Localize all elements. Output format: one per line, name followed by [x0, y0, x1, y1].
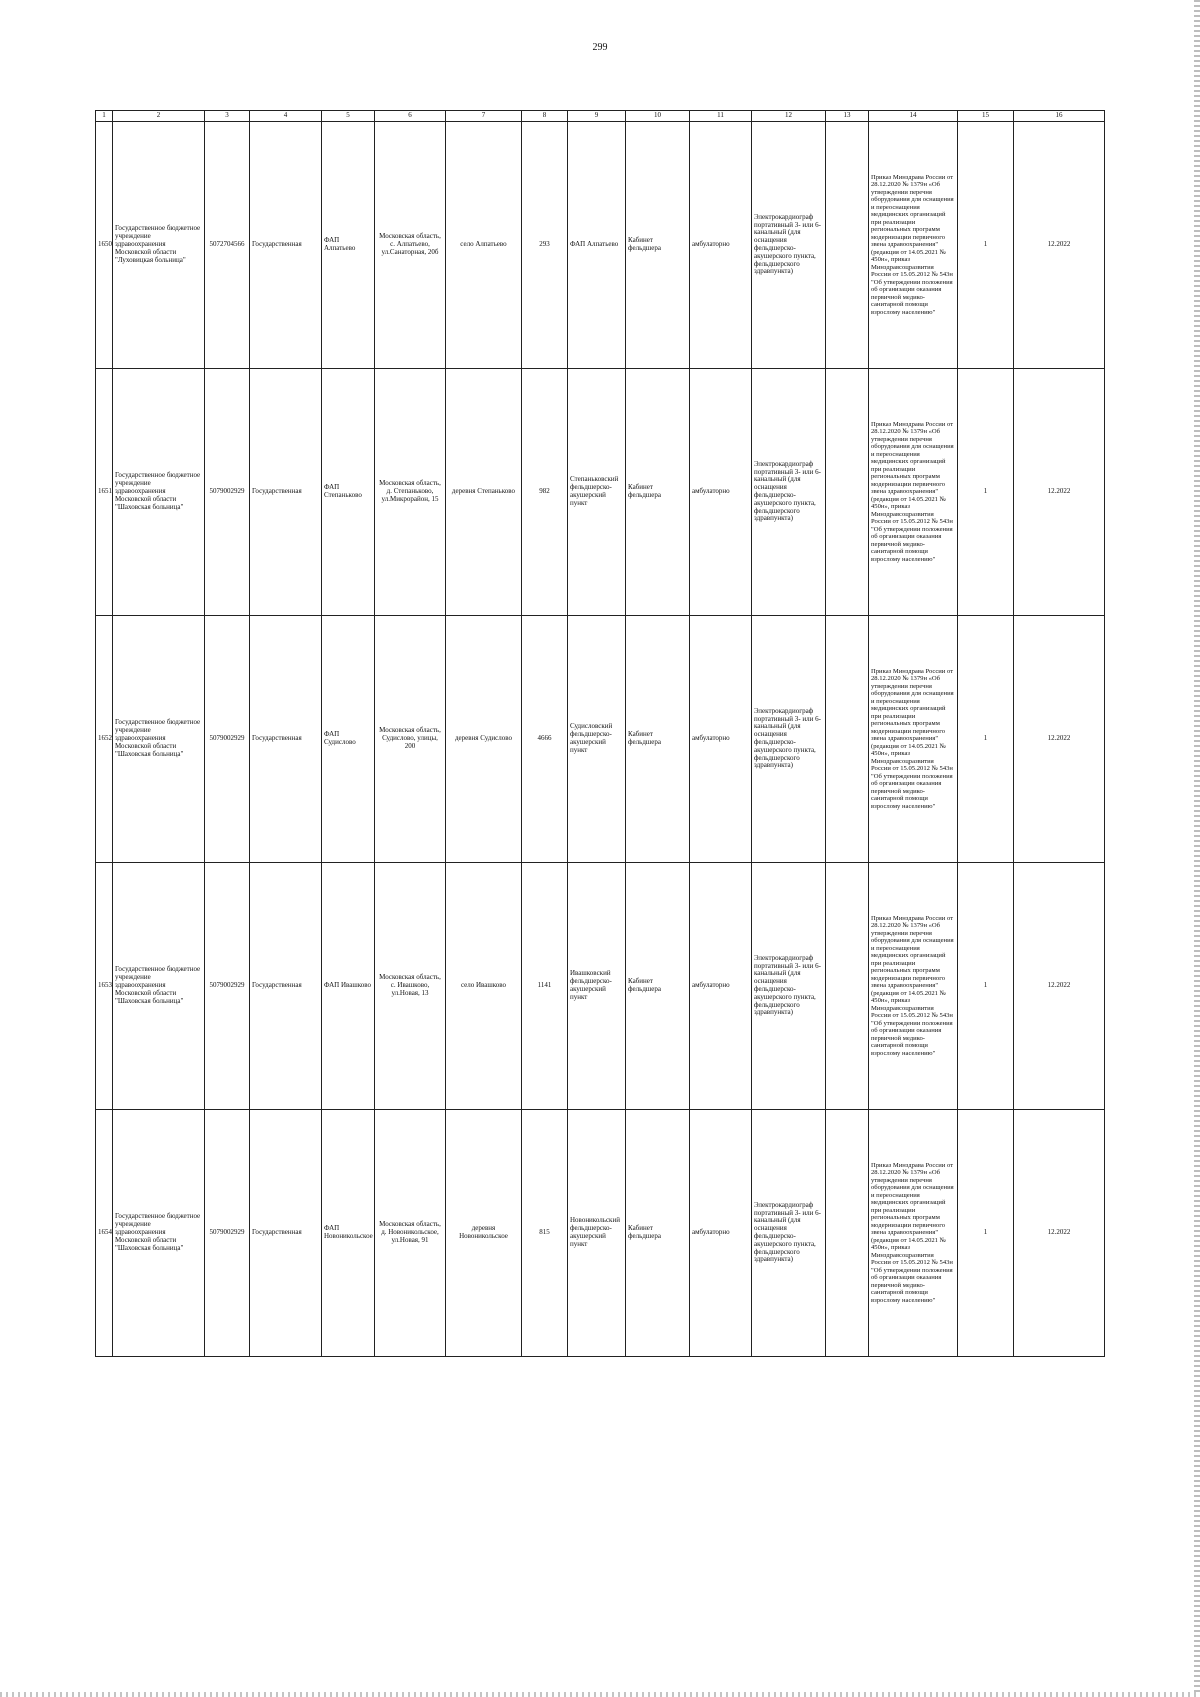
- due-date: 12.2022: [1014, 122, 1105, 369]
- population: 815: [522, 1110, 568, 1357]
- row-number: 1654: [96, 1110, 113, 1357]
- facility-name: ФАП Судислово: [322, 616, 375, 863]
- column-header: 8: [522, 111, 568, 122]
- column-header: 6: [375, 111, 446, 122]
- care-type: амбулаторно: [690, 863, 752, 1110]
- care-type: амбулаторно: [690, 616, 752, 863]
- unit-name: ФАП Алпатьево: [568, 122, 626, 369]
- inn: 5079002929: [205, 616, 250, 863]
- unit-name: Ивашковский фельдшерско-акушерский пункт: [568, 863, 626, 1110]
- equipment-name: Электрокардиограф портативный 3- или 6-канальный (для оснащения фельдшерско-акушерского пункта, фельдшерского здравпункта): [752, 1110, 826, 1357]
- column-header: 5: [322, 111, 375, 122]
- due-date: 12.2022: [1014, 369, 1105, 616]
- column-header: 13: [826, 111, 869, 122]
- quantity: 1: [958, 863, 1014, 1110]
- column-header: 2: [113, 111, 205, 122]
- population: 293: [522, 122, 568, 369]
- ownership-type: Государственная: [250, 863, 322, 1110]
- ownership-type: Государственная: [250, 616, 322, 863]
- column-header: 12: [752, 111, 826, 122]
- facility-name: ФАП Новоникольское: [322, 1110, 375, 1357]
- due-date: 12.2022: [1014, 863, 1105, 1110]
- table-row: [96, 1110, 1105, 1357]
- row-number: 1652: [96, 616, 113, 863]
- unit-name: Новоникольский фельдшерско-акушерский пункт: [568, 1110, 626, 1357]
- population: 982: [522, 369, 568, 616]
- row-number: 1650: [96, 122, 113, 369]
- address: Московская область, с. Ивашково, ул.Новая, 13: [375, 863, 446, 1110]
- ownership-type: Государственная: [250, 369, 322, 616]
- column-header: 1: [96, 111, 113, 122]
- equipment-name: Электрокардиограф портативный 3- или 6-канальный (для оснащения фельдшерско-акушерского пункта, фельдшерского здравпункта): [752, 616, 826, 863]
- room-name: Кабинет фельдшера: [626, 122, 690, 369]
- facility-name: ФАП Алпатьево: [322, 122, 375, 369]
- facility-name: ФАП Ивашково: [322, 863, 375, 1110]
- column-header: 7: [446, 111, 522, 122]
- unit-name: Степаньковский фельдшерско-акушерский пункт: [568, 369, 626, 616]
- equipment-name: Электрокардиограф портативный 3- или 6-канальный (для оснащения фельдшерско-акушерского пункта, фельдшерского здравпункта): [752, 369, 826, 616]
- table-row: [96, 122, 1105, 369]
- column-header: 3: [205, 111, 250, 122]
- institution-name: Государственное бюджетное учреждение здравоохранения Московской области "Шаховская больница": [113, 1110, 205, 1357]
- table-header-row: [96, 111, 1105, 122]
- settlement: деревня Новоникольское: [446, 1110, 522, 1357]
- inn: 5079002929: [205, 863, 250, 1110]
- institution-name: Государственное бюджетное учреждение здравоохранения Московской области "Шаховская больница": [113, 369, 205, 616]
- equipment-name: Электрокардиограф портативный 3- или 6-канальный (для оснащения фельдшерско-акушерского пункта, фельдшерского здравпункта): [752, 863, 826, 1110]
- care-type: амбулаторно: [690, 122, 752, 369]
- column-13-cell: [826, 616, 869, 863]
- address: Московская область, д. Степаньково, ул.Микрорайон, 15: [375, 369, 446, 616]
- regulation-reference: Приказ Минздрава России от 28.12.2020 № 1379н «Об утверждении перечня оборудования для оснащения и переоснащения медицинских организаций при реализации региональных программ модернизации первичного звена здравоохранения"(редакция от 14.05.2021 № 450н», приказ Минздравсоцразвития России от 15.05.2012 № 543н "Об утверждении положения об организации оказания первичной медико-санитарной помощи взрослому населению": [869, 616, 958, 863]
- table-row: [96, 863, 1105, 1110]
- column-header: 15: [958, 111, 1014, 122]
- ownership-type: Государственная: [250, 1110, 322, 1357]
- quantity: 1: [958, 616, 1014, 863]
- table-row: [96, 616, 1105, 863]
- room-name: Кабинет фельдшера: [626, 863, 690, 1110]
- care-type: амбулаторно: [690, 369, 752, 616]
- column-header: 9: [568, 111, 626, 122]
- quantity: 1: [958, 1110, 1014, 1357]
- unit-name: Судисловский фельдшерско-акушерский пункт: [568, 616, 626, 863]
- regulation-reference: Приказ Минздрава России от 28.12.2020 № 1379н «Об утверждении перечня оборудования для оснащения и переоснащения медицинских организаций при реализации региональных программ модернизации первичного звена здравоохранения"(редакция от 14.05.2021 № 450н», приказ Минздравсоцразвития России от 15.05.2012 № 543н "Об утверждении положения об организации оказания первичной медико-санитарной помощи взрослому населению": [869, 369, 958, 616]
- column-header: 4: [250, 111, 322, 122]
- quantity: 1: [958, 369, 1014, 616]
- row-number: 1653: [96, 863, 113, 1110]
- address: Московская область, с. Алпатьево, ул.Санаторная, 20б: [375, 122, 446, 369]
- equipment-name: Электрокардиограф портативный 3- или 6-канальный (для оснащения фельдшерско-акушерского пункта, фельдшерского здравпункта): [752, 122, 826, 369]
- page-number: 299: [592, 42, 608, 53]
- table-row: [96, 369, 1105, 616]
- inn: 5072704566: [205, 122, 250, 369]
- institution-name: Государственное бюджетное учреждение здравоохранения Московской области "Луховицкая больница": [113, 122, 205, 369]
- column-13-cell: [826, 369, 869, 616]
- row-number: 1651: [96, 369, 113, 616]
- column-13-cell: [826, 122, 869, 369]
- ownership-type: Государственная: [250, 122, 322, 369]
- due-date: 12.2022: [1014, 616, 1105, 863]
- regulation-reference: Приказ Минздрава России от 28.12.2020 № 1379н «Об утверждении перечня оборудования для оснащения и переоснащения медицинских организаций при реализации региональных программ модернизации первичного звена здравоохранения"(редакция от 14.05.2021 № 450н», приказ Минздравсоцразвития России от 15.05.2012 № 543н "Об утверждении положения об организации оказания первичной медико-санитарной помощи взрослому населению": [869, 863, 958, 1110]
- scan-edge-right: [1194, 0, 1200, 1697]
- room-name: Кабинет фельдшера: [626, 369, 690, 616]
- column-header: 11: [690, 111, 752, 122]
- inn: 5079002929: [205, 1110, 250, 1357]
- quantity: 1: [958, 122, 1014, 369]
- institution-name: Государственное бюджетное учреждение здравоохранения Московской области "Шаховская больница": [113, 863, 205, 1110]
- due-date: 12.2022: [1014, 1110, 1105, 1357]
- institution-name: Государственное бюджетное учреждение здравоохранения Московской области "Шаховская больница": [113, 616, 205, 863]
- equipment-table: [95, 110, 1105, 1357]
- settlement: деревня Степаньково: [446, 369, 522, 616]
- population: 4666: [522, 616, 568, 863]
- address: Московская область, Судислово, улицы, 200: [375, 616, 446, 863]
- column-header: 10: [626, 111, 690, 122]
- inn: 5079002929: [205, 369, 250, 616]
- column-header: 16: [1014, 111, 1105, 122]
- address: Московская область, д. Новоникольское, ул.Новая, 91: [375, 1110, 446, 1357]
- settlement: деревня Судислово: [446, 616, 522, 863]
- settlement: село Алпатьево: [446, 122, 522, 369]
- regulation-reference: Приказ Минздрава России от 28.12.2020 № 1379н «Об утверждении перечня оборудования для оснащения и переоснащения медицинских организаций при реализации региональных программ модернизации первичного звена здравоохранения"(редакция от 14.05.2021 № 450н», приказ Минздравсоцразвития России от 15.05.2012 № 543н "Об утверждении положения об организации оказания первичной медико-санитарной помощи взрослому населению": [869, 1110, 958, 1357]
- facility-name: ФАП Степаньково: [322, 369, 375, 616]
- population: 1141: [522, 863, 568, 1110]
- column-header: 14: [869, 111, 958, 122]
- regulation-reference: Приказ Минздрава России от 28.12.2020 № 1379н «Об утверждении перечня оборудования для оснащения и переоснащения медицинских организаций при реализации региональных программ модернизации первичного звена здравоохранения"(редакция от 14.05.2021 № 450н», приказ Минздравсоцразвития России от 15.05.2012 № 543н "Об утверждении положения об организации оказания первичной медико-санитарной помощи взрослому населению": [869, 122, 958, 369]
- scan-edge-bottom: [0, 1692, 1200, 1697]
- settlement: село Ивашково: [446, 863, 522, 1110]
- room-name: Кабинет фельдшера: [626, 616, 690, 863]
- column-13-cell: [826, 863, 869, 1110]
- care-type: амбулаторно: [690, 1110, 752, 1357]
- room-name: Кабинет фельдшера: [626, 1110, 690, 1357]
- column-13-cell: [826, 1110, 869, 1357]
